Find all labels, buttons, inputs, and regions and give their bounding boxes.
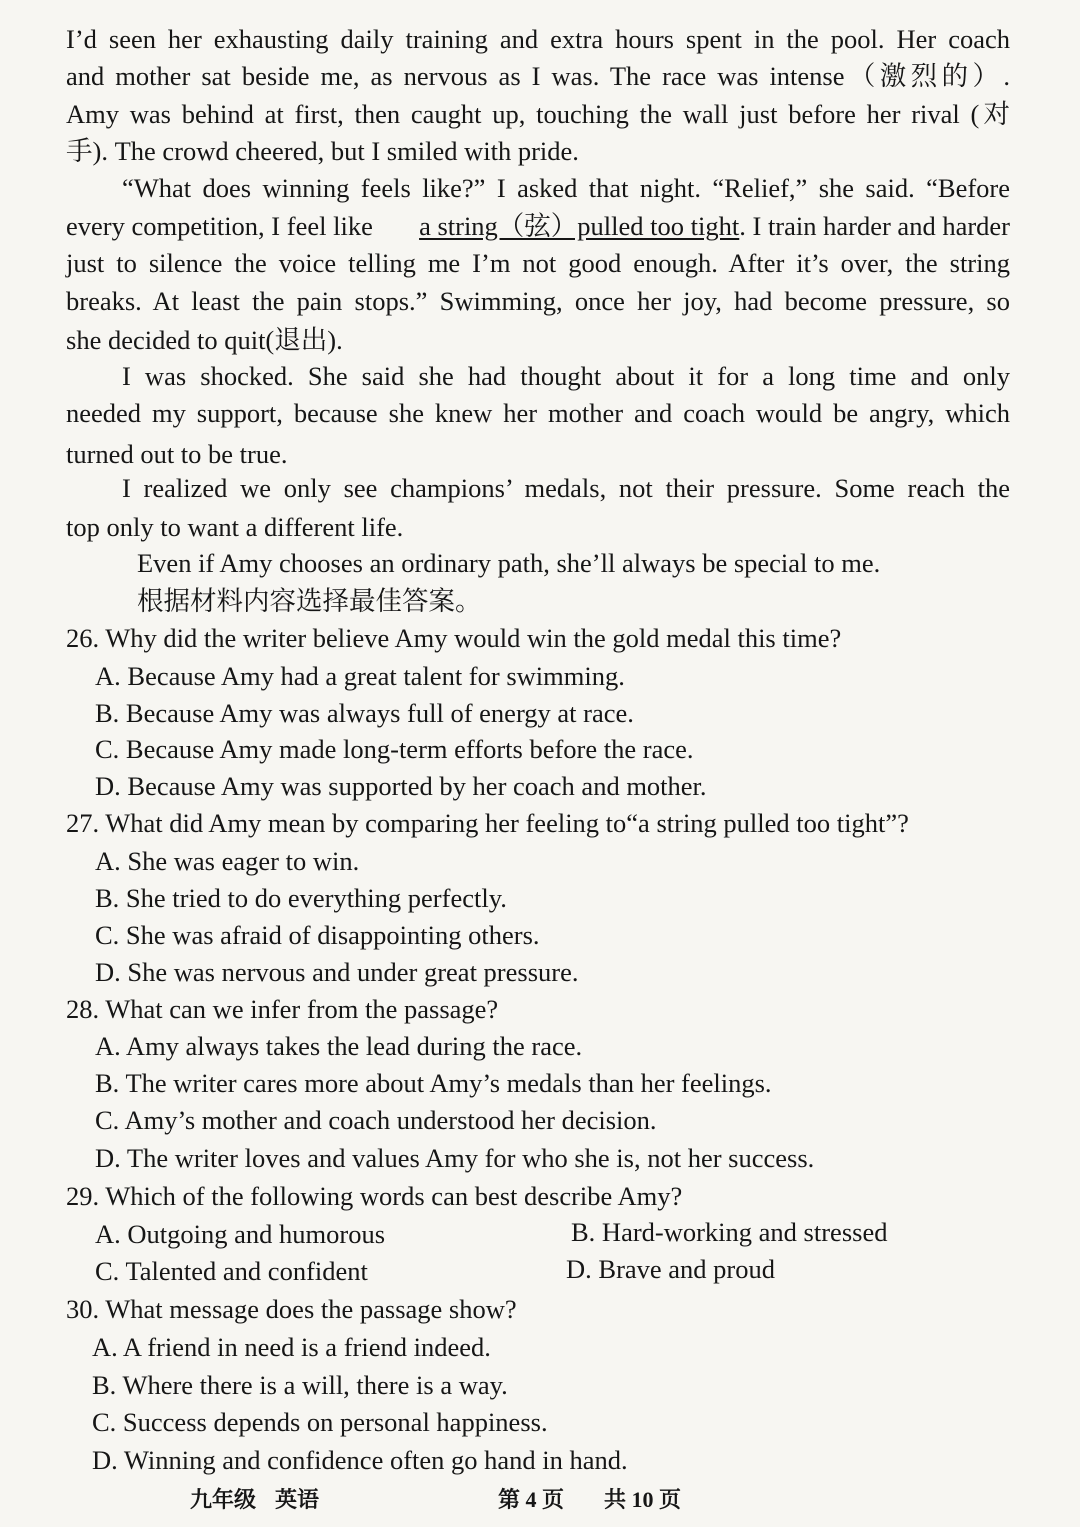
- passage-segment: every competition, I feel like: [66, 211, 373, 241]
- option: D. The writer loves and values Amy for who she is, not her success.: [95, 1143, 815, 1173]
- passage-line: needed my support, because she knew her mother and coach would be angry, which: [66, 398, 1010, 428]
- passage-line-with-underline: [66, 209, 1010, 243]
- passage-line: 手). The crowd cheered, but I smiled with pride.: [66, 136, 579, 166]
- footer-grade: 九年级: [190, 1487, 257, 1512]
- question-stem: 30. What message does the passage show?: [66, 1294, 517, 1324]
- option: A. She was eager to win.: [95, 846, 360, 876]
- passage-line: “What does winning feels like?” I asked that night. “Relief,” she said. “Before: [122, 173, 1010, 203]
- option: C. She was afraid of disappointing others.: [95, 920, 540, 950]
- question-stem: 28. What can we infer from the passage?: [66, 994, 499, 1024]
- passage-line: just to silence the voice telling me I’m not good enough. After it’s over, the string: [66, 248, 1010, 278]
- footer-page-number: 第 4 页: [498, 1487, 565, 1512]
- question-stem: 27. What did Amy mean by comparing her feeling to“a string pulled too tight”?: [66, 808, 909, 838]
- option: A. Outgoing and humorous: [95, 1219, 386, 1249]
- passage-line: Amy was behind at first, then caught up, touching the wall just before her rival (对: [66, 99, 1010, 129]
- option: D. She was nervous and under great pressure.: [95, 957, 579, 987]
- option: B. She tried to do everything perfectly.: [95, 883, 507, 913]
- footer-total-pages: 共 10 页: [604, 1487, 682, 1512]
- option: C. Amy’s mother and coach understood her decision.: [95, 1105, 657, 1135]
- question-stem: 29. Which of the following words can best describe Amy?: [66, 1181, 683, 1211]
- passage-line: top only to want a different life.: [66, 512, 404, 542]
- passage-line: breaks. At least the pain stops.” Swimming, once her joy, had become pressure, so: [66, 286, 1010, 316]
- passage-line: Even if Amy chooses an ordinary path, she’ll always be special to me.: [137, 548, 881, 578]
- question-stem: 26. Why did the writer believe Amy would win the gold medal this time?: [66, 623, 842, 653]
- footer-subject: 英语: [275, 1487, 320, 1512]
- option: D. Because Amy was supported by her coach and mother.: [95, 771, 707, 801]
- passage-line: I realized we only see champions’ medals, not their pressure. Some reach the: [122, 473, 1010, 503]
- option: B. Where there is a will, there is a way.: [92, 1370, 508, 1400]
- option: B. The writer cares more about Amy’s medals than her feelings.: [95, 1068, 772, 1098]
- option: C. Because Amy made long-term efforts before the race.: [95, 734, 694, 764]
- passage-line: I’d seen her exhausting daily training and extra hours spent in the pool. Her coach: [66, 24, 1010, 54]
- option: A. Because Amy had a great talent for swimming.: [95, 661, 625, 691]
- option: C. Talented and confident: [95, 1256, 368, 1286]
- underlined-phrase: a string（弦）pulled too tight: [419, 211, 740, 241]
- option: A. A friend in need is a friend indeed.: [92, 1332, 491, 1362]
- option: A. Amy always takes the lead during the race.: [95, 1031, 583, 1061]
- passage-line: she decided to quit(退出).: [66, 325, 343, 355]
- option: D. Brave and proud: [566, 1254, 775, 1284]
- passage-line: turned out to be true.: [66, 439, 288, 469]
- option: C. Success depends on personal happiness.: [92, 1407, 548, 1437]
- passage-line: I was shocked. She said she had thought about it for a long time and only: [122, 361, 1010, 391]
- instruction: 根据材料内容选择最佳答案。: [137, 586, 482, 616]
- option: B. Hard-working and stressed: [571, 1217, 888, 1247]
- option: D. Winning and confidence often go hand in hand.: [92, 1445, 628, 1475]
- passage-line: and mother sat beside me, as nervous as I was. The race was intense（激烈的）.: [66, 61, 1010, 91]
- passage-segment: . I train harder and harder: [739, 211, 1010, 241]
- option: B. Because Amy was always full of energy at race.: [95, 698, 634, 728]
